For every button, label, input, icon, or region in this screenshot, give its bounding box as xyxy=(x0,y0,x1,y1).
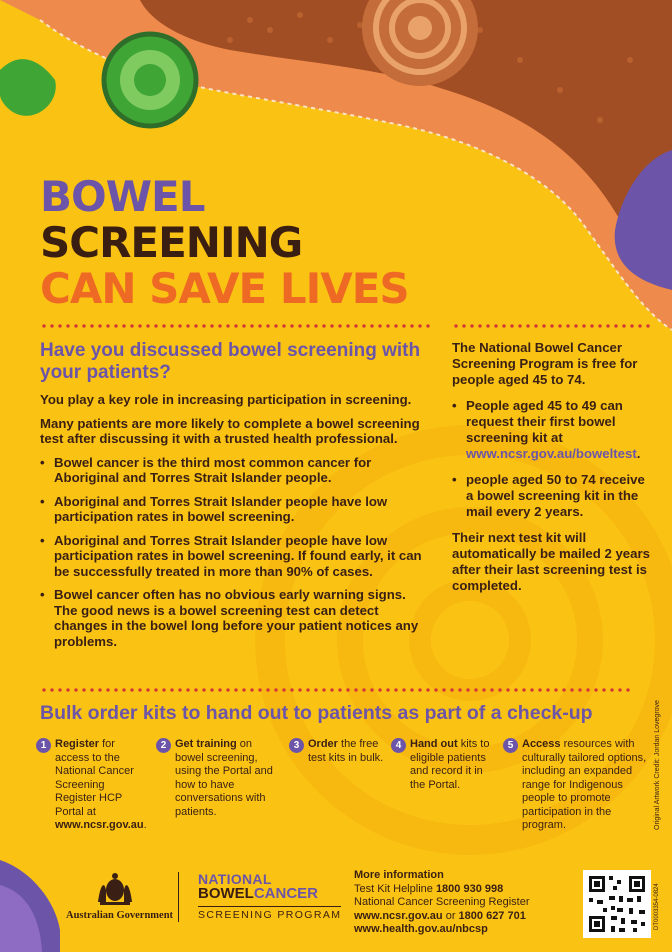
coat-of-arms-icon xyxy=(94,872,136,908)
boweltest-link[interactable]: www.ncsr.gov.au/boweltest xyxy=(466,446,637,461)
dotted-divider-bottom xyxy=(40,688,632,692)
step-text: for access to the National Cancer Screening Register HCP Portal at xyxy=(55,738,134,818)
title-line-3: CAN SAVE LIVES xyxy=(40,264,409,313)
ncsr-link[interactable]: www.ncsr.gov.au xyxy=(55,819,144,831)
step-text: resources with culturally tailored options, including an expanded range for Indigenous people to promote participation in the program. xyxy=(522,738,647,831)
title-line-1: BOWEL xyxy=(40,172,205,221)
more-info-heading: More information xyxy=(354,869,444,881)
left-bullet-list xyxy=(40,455,432,650)
artwork-credit: Original Artwork Credit: Jordan Lovegrove xyxy=(654,700,661,830)
register-line xyxy=(354,910,529,924)
register-url[interactable]: www.ncsr.gov.au xyxy=(354,909,443,922)
list-item: • Bowel cancer is the third most common cancer for Aboriginal and Torres Strait Islander people. xyxy=(40,455,432,486)
step-text: on bowel screening, using the Portal and how to have conversations with patients. xyxy=(175,738,273,818)
step-bold: Hand out xyxy=(410,738,458,750)
nbcsp-bowel: BOWEL xyxy=(198,885,254,902)
bullet-1-end: . xyxy=(636,446,641,461)
step-number: 2 xyxy=(156,738,171,753)
step-bold: Order xyxy=(308,738,338,750)
step-1 xyxy=(36,738,148,833)
dotted-divider-left xyxy=(40,324,432,328)
document-code: DT0003354-0824 xyxy=(654,883,660,930)
step-5 xyxy=(503,738,651,833)
nbcsp-logo-line1: NATIONAL xyxy=(198,871,272,887)
nbcsp-logo-line2 xyxy=(198,886,318,901)
helpline-number[interactable]: 1800 930 998 xyxy=(435,882,504,895)
list-item: • Aboriginal and Torres Strait Islander people have low participation rates in bowel screening. If found early, it can be successfully treated in more than 90% of cases. xyxy=(40,533,432,580)
list-item xyxy=(452,398,652,462)
step-2 xyxy=(156,738,276,819)
health-url[interactable]: www.health.gov.au/nbcsp xyxy=(354,923,488,935)
step-text: kits to eligible patients and record it in the Portal. xyxy=(410,738,490,791)
list-item: • Aboriginal and Torres Strait Islander people have low participation rates in bowel screening. xyxy=(40,494,432,525)
helpline-line xyxy=(354,883,529,897)
left-heading: Have you discussed bowel screening with your patients? xyxy=(40,340,421,383)
nbcsp-logo-line3: SCREENING PROGRAM xyxy=(198,906,341,921)
step-text: the free test kits in bulk. xyxy=(308,738,384,764)
register-label: National Cancer Screening Register xyxy=(354,896,530,908)
right-column xyxy=(452,340,652,604)
step-bold: Get training xyxy=(175,738,237,750)
bullet-1-text: People aged 45 to 49 can request their first bowel screening kit at xyxy=(466,398,623,445)
right-outro: Their next test kit will automatically be mailed 2 years after their last screening test is completed. xyxy=(452,530,650,593)
helpline-label: Test Kit Helpline xyxy=(354,882,436,895)
step-bold: Register xyxy=(55,738,100,750)
step-number: 3 xyxy=(289,738,304,753)
step-number: 1 xyxy=(36,738,51,753)
register-number[interactable]: 1800 627 701 xyxy=(458,909,526,922)
step-end: . xyxy=(143,819,147,831)
step-4 xyxy=(391,738,493,792)
right-intro: The National Bowel Cancer Screening Program is free for people aged 45 to 74. xyxy=(452,340,638,387)
more-information xyxy=(354,869,529,937)
left-column xyxy=(40,392,432,657)
health-url-line xyxy=(354,923,529,937)
list-item: • Bowel cancer often has no obvious early warning signs. The good news is a bowel screening test can detect changes in the bowel long before your patient notices any problems. xyxy=(40,587,432,649)
nbcsp-cancer: CANCER xyxy=(253,885,318,902)
step-number: 5 xyxy=(503,738,518,753)
step-bold: Access xyxy=(522,738,561,750)
list-item: • people aged 50 to 74 receive a bowel screening kit in the mail every 2 years. xyxy=(452,472,652,520)
dotted-divider-right xyxy=(452,324,652,328)
qr-code-icon[interactable] xyxy=(583,870,651,938)
left-paragraph-1: You play a key role in increasing participation in screening. xyxy=(40,392,412,407)
australian-government-label: Australian Government xyxy=(66,910,174,921)
left-paragraph-2: Many patients are more likely to complete a bowel screening test after discussing it with a trusted health professional. xyxy=(40,415,420,446)
title-line-2: SCREENING xyxy=(40,218,303,267)
footer-divider xyxy=(178,872,179,922)
right-bullet-list xyxy=(452,398,652,520)
step-3 xyxy=(289,738,385,765)
step-number: 4 xyxy=(391,738,406,753)
bulk-heading: Bulk order kits to hand out to patients as part of a check-up xyxy=(40,702,593,724)
register-or: or xyxy=(442,909,459,922)
